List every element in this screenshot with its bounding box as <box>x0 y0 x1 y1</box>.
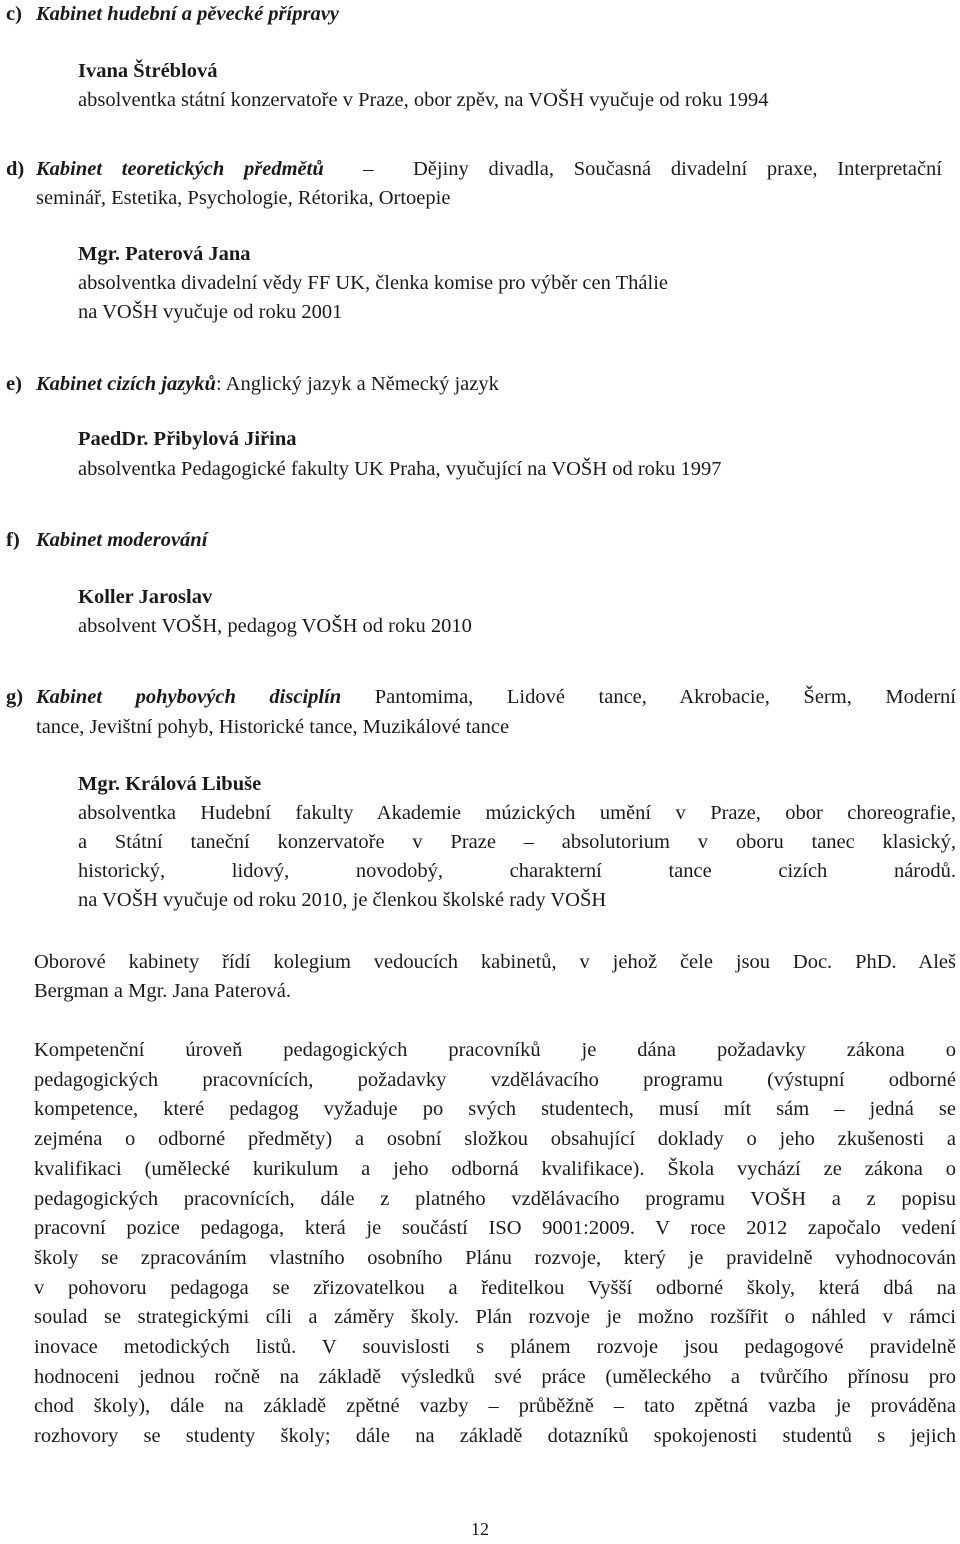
section-d-person-name: Mgr. Paterová Jana <box>78 243 251 265</box>
paragraph-2-line: Kompetenční úroveň pedagogických pracovníků je dána požadavky zákona o <box>34 1039 956 1061</box>
paragraph-2-line: školy se zpracováním vlastního osobního Plánu rozvoje, který je pravidelně vyhodnocován <box>34 1247 956 1269</box>
section-e-heading: Kabinet cizích jazyků <box>36 373 216 395</box>
section-d-subjects-1: Dějiny divadla, Současná divadelní praxe, Interpretační <box>412 158 943 180</box>
paragraph-2-line: chod školy), dále na základě zpětné vazby – průběžně – tato zpětná vazba je prováděna <box>34 1395 956 1417</box>
section-e-person-name: PaedDr. Přibylová Jiřina <box>78 428 297 450</box>
section-e-person-bio-line: absolventka Pedagogické fakulty UK Praha, vyučující na VOŠH od roku 1997 <box>78 458 722 480</box>
paragraph-2-line: soulad se strategickými cíli a záměry školy. Plán rozvoje je možno rozšířit o náhled v rámci <box>34 1306 956 1328</box>
section-g-person-bio-line-4: na VOŠH vyučuje od roku 2010, je členkou školské rady VOŠH <box>78 889 607 911</box>
section-c-person-bio-line: absolventka státní konzervatoře v Praze, obor zpěv, na VOŠH vyučuje od roku 1994 <box>78 89 769 111</box>
section-g-person-bio-line-2: a Státní taneční konzervatoře v Praze – absolutorium v oboru tanec klasický, <box>78 831 956 853</box>
paragraph-2-line: inovace metodických listů. V souvislosti s plánem rozvoje jsou pedagogové pravidelně <box>34 1336 956 1358</box>
section-c-label: c) <box>6 3 22 25</box>
section-g-person-bio-line-1: absolventka Hudební fakulty Akademie múzických umění v Praze, obor choreografie, <box>78 802 956 824</box>
section-g-label: g) <box>6 686 24 708</box>
section-g-subjects-2: tance, Jevištní pohyb, Historické tance, Muzikálové tance <box>36 716 510 738</box>
section-f-person-name: Koller Jaroslav <box>78 586 213 608</box>
section-e-subjects: : Anglický jazyk a Německý jazyk <box>215 373 499 395</box>
section-e-line <box>36 370 499 399</box>
paragraph-2-line: v pohovoru pedagoga se zřizovatelkou a ředitelkou Vyšší odborné školy, která dbá na <box>34 1277 956 1299</box>
section-d-subjects-2: seminář, Estetika, Psychologie, Rétorika, Ortoepie <box>36 187 451 209</box>
section-g-person-bio-line-3: historický, lidový, novodobý, charakterní tance cizích národů. <box>78 860 956 882</box>
section-f-heading: Kabinet moderování <box>36 529 208 551</box>
section-e-label: e) <box>6 373 22 395</box>
paragraph-2-line: kompetence, které pedagog vyžaduje po svých studentech, musí mít sám – jedná se <box>34 1098 956 1120</box>
section-g-person-name: Mgr. Králová Libuše <box>78 773 262 795</box>
paragraph-2-line: rozhovory se studenty školy; dále na základě dotazníků spokojenosti studentů s jejich <box>34 1425 956 1447</box>
paragraph-2-line: pedagogických pracovnících, požadavky vzdělávacího programu (výstupní odborné <box>34 1069 956 1091</box>
paragraph-1-line: Bergman a Mgr. Jana Paterová. <box>34 980 291 1002</box>
section-d-person-bio-line-2: na VOŠH vyučuje od roku 2001 <box>78 301 343 323</box>
section-g-line1 <box>36 683 956 712</box>
section-d-heading: Kabinet teoretických předmětů <box>36 158 324 180</box>
section-d-person-bio-line-1: absolventka divadelní vědy FF UK, členka komise pro výběr cen Thálie <box>78 272 668 294</box>
section-g-subjects-1: Pantomima, Lidové tance, Akrobacie, Šerm, Moderní <box>374 686 956 708</box>
section-d-line1 <box>36 155 942 184</box>
section-f-person-bio-line: absolvent VOŠH, pedagog VOŠH od roku 2010 <box>78 615 472 637</box>
paragraph-1-line: Oborové kabinety řídí kolegium vedoucích kabinetů, v jehož čele jsou Doc. PhD. Aleš <box>34 951 956 973</box>
section-d-label: d) <box>6 158 25 180</box>
paragraph-2-line: pedagogických pracovnících, dále z platného vzdělávacího programu VOŠH a z popisu <box>34 1188 956 1210</box>
paragraph-2-line: zejména o odborné předměty) a osobní složkou obsahující doklady o jeho zkušenosti a <box>34 1128 956 1150</box>
paragraph-2-line: hodnoceni jednou ročně na základě výsledků své práce (uměleckého a tvůrčího přínosu pro <box>34 1366 956 1388</box>
section-c-person-name: Ivana Štréblová <box>78 60 218 82</box>
section-g-heading: Kabinet pohybových disciplín <box>36 686 342 708</box>
paragraph-2-line: pracovní pozice pedagoga, která je součástí ISO 9001:2009. V roce 2012 započalo vedení <box>34 1217 956 1239</box>
section-f-label: f) <box>6 529 20 551</box>
section-d-dash: – <box>343 158 394 180</box>
section-c-heading: Kabinet hudební a pěvecké přípravy <box>36 3 339 25</box>
page-number: 12 <box>471 1519 489 1539</box>
paragraph-2-line: kvalifikaci (umělecké kurikulum a jeho odborná kvalifikace). Škola vychází ze zákona o <box>34 1158 956 1180</box>
